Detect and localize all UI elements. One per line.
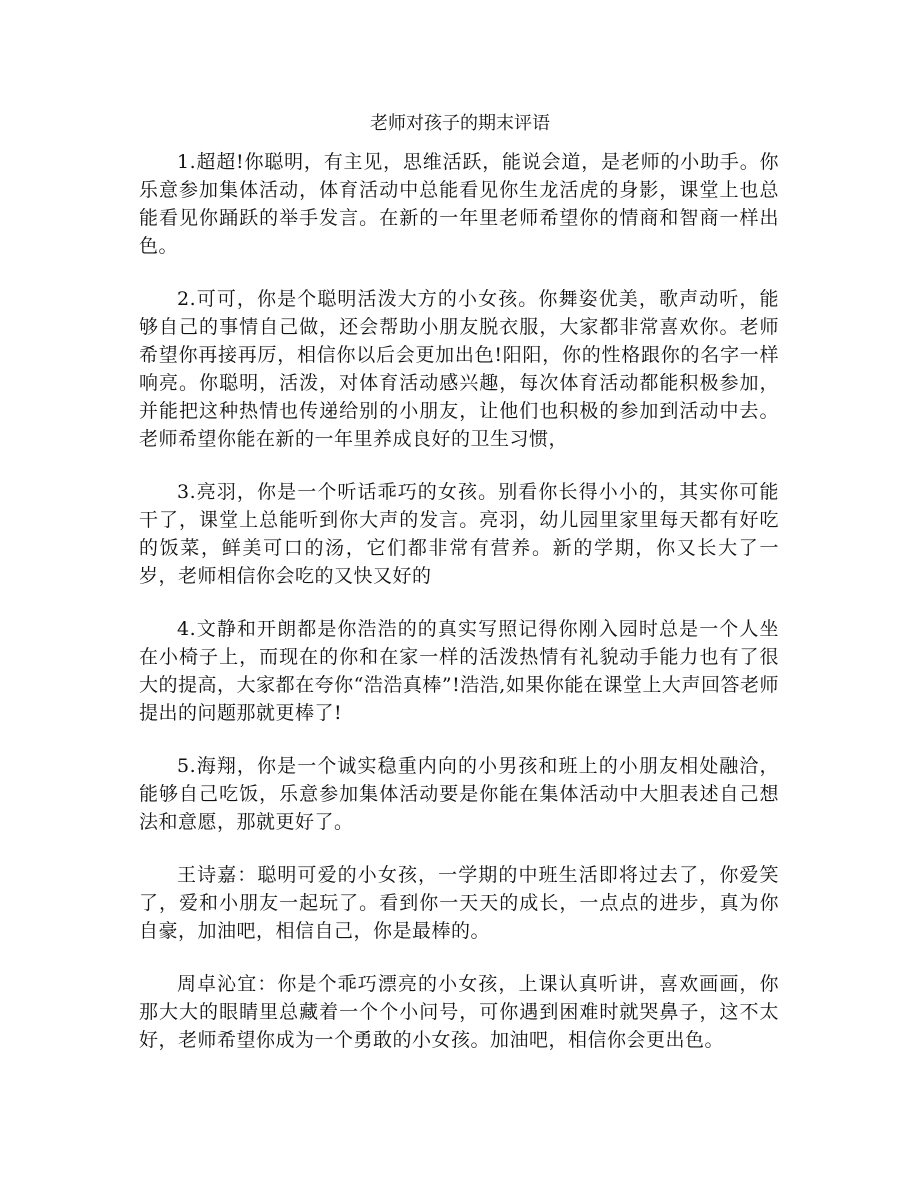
- paragraph-3: 3.亮羽，你是一个听话乖巧的女孩。别看你长得小小的，其实你可能干了，课堂上总能听到你大声的发言。亮羽，幼儿园里家里每天都有好吃的饭菜，鲜美可口的汤，它们都非常有营养。新的学期，你又长大了一岁，老师相信你会吃的又快又好的: [139, 481, 779, 587]
- paragraph-wang-shijia: 王诗嘉：聪明可爱的小女孩，一学期的中班生活即将过去了，你爱笑了，爱和小朋友一起玩了。看到你一天天的成长，一点点的进步，真为你自豪，加油吧，相信自己，你是最棒的。: [139, 864, 779, 942]
- paragraph-4: 4.文静和开朗都是你浩浩的的真实写照记得你刚入园时总是一个人坐在小椅子上，而现在的你和在家一样的活泼热情有礼貌动手能力也有了很大的提高，大家都在夸你“浩浩真棒”!浩浩,如果你能在课堂上大声回答老师提出的问题那就更棒了!: [139, 618, 779, 724]
- document-body: [139, 148, 779, 1079]
- paragraph-2: 2.可可，你是个聪明活泼大方的小女孩。你舞姿优美，歌声动听，能够自己的事情自己做，还会帮助小朋友脱衣服，大家都非常喜欢你。老师希望你再接再厉，相信你以后会更加出色!阳阳，你的性格跟你的名字一样响亮。你聪明，活泼，对体育活动感兴趣，每次体育活动都能积极参加，并能把这种热情也传递给别的小朋友，让他们也积极的参加到活动中去。老师希望你能在新的一年里养成良好的卫生习惯，: [139, 288, 779, 450]
- document-title: 老师对孩子的期末评语: [370, 113, 550, 134]
- paragraph-1: 1.超超!你聪明，有主见，思维活跃，能说会道，是老师的小助手。你乐意参加集体活动，体育活动中总能看见你生龙活虎的身影，课堂上也总能看见你踊跃的举手发言。在新的一年里老师希望你的情商和智商一样出色。: [139, 151, 779, 257]
- paragraph-5: 5.海翔，你是一个诚实稳重内向的小男孩和班上的小朋友相处融洽，能够自己吃饭，乐意参加集体活动要是你能在集体活动中大胆表述自己想法和意愿，那就更好了。: [139, 755, 779, 833]
- paragraph-zhou-zhuoqinyi: 周卓沁宜：你是个乖巧漂亮的小女孩，上课认真听讲，喜欢画画，你那大大的眼睛里总藏着一个个小问号，可你遇到困难时就哭鼻子，这不太好，老师希望你成为一个勇敢的小女孩。加油吧，相信你会更出色。: [139, 973, 779, 1051]
